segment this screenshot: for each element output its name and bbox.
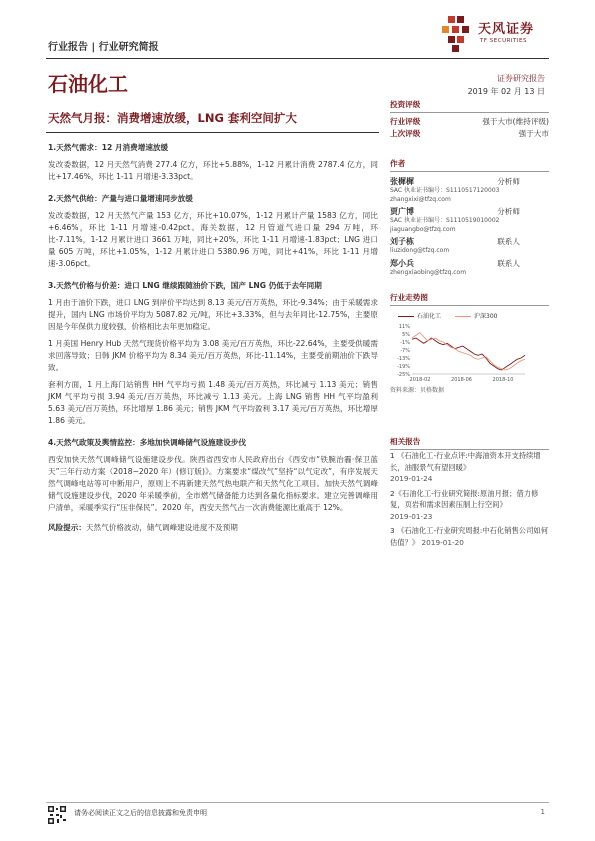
- footer-divider: [46, 802, 549, 803]
- y-tick-label: 5%: [402, 332, 410, 338]
- risk-note: [48, 522, 378, 534]
- author-cert: SAC 执业证书编号：S1110517120003: [390, 187, 500, 194]
- report-title: 天然气月报：消费增速放缓，LNG 套利空间扩大: [48, 111, 297, 125]
- x-tick-label: 2018-06: [451, 377, 472, 383]
- author-entry: [390, 236, 549, 256]
- related-report-date: 2019-01-24: [390, 474, 433, 483]
- y-tick-label: -13%: [397, 356, 410, 362]
- author-role: 联系人: [497, 258, 520, 268]
- chart-legend: [398, 311, 497, 320]
- header-divider: [46, 58, 549, 59]
- report-body: [48, 142, 378, 539]
- rating-label: 行业评级: [390, 117, 421, 126]
- y-tick-label: -1%: [400, 340, 410, 346]
- related-report-title[interactable]: 2《石油化工-行业研究简报:原油月报；借力修复，页岩和需求因素压制上行空间》: [390, 488, 539, 509]
- trend-chart: [390, 292, 549, 306]
- section-heading: 3.天然气价格与价差：进口 LNG 继续跟随油价下跌，国产 LNG 仍低于去年同期: [48, 281, 322, 290]
- series-line-csi300: [412, 333, 525, 370]
- related-reports-list: [390, 450, 550, 551]
- logo-mark-icon: [440, 14, 476, 54]
- related-report-title[interactable]: 1 《石油化工-行业点评:中海油资本开支持续增长，油服景气有望回暖》: [390, 451, 541, 472]
- risk-text: 天然气价格波动，储气调峰建设进度不及预期: [85, 523, 238, 532]
- company-logo: [440, 14, 555, 54]
- related-report-item[interactable]: [390, 450, 550, 485]
- legend-swatch: [398, 316, 414, 317]
- related-report-title[interactable]: 3 《石油化工-行业研究周报:中石化销售公司如何估值？》: [390, 526, 548, 547]
- author-entry: [390, 176, 549, 204]
- author-name: 郑小兵: [390, 258, 414, 268]
- legend-label: 沪深300: [474, 313, 498, 320]
- x-tick-label: 2018-02: [409, 377, 431, 383]
- y-tick-label: -25%: [397, 372, 410, 378]
- author-email[interactable]: zhangxixi@tfzq.com: [390, 195, 451, 203]
- rating-row: [390, 128, 549, 140]
- related-section: [390, 436, 549, 450]
- author-cert: SAC 执业证书编号：S1110519010002: [390, 217, 500, 224]
- report-date: 2019 年 02 月 13 日: [467, 87, 545, 96]
- risk-label: 风险提示：: [48, 523, 86, 532]
- logo-text-en: TF SECURITIES: [480, 38, 527, 44]
- related-heading: 相关报告: [390, 436, 549, 450]
- related-report-date: 2019-01-23: [390, 511, 433, 521]
- paragraph: 发改委数据，12 月天然气产量 153 亿方，环比+10.07%，1-12 月累计产量 1583 亿方，同比+6.46%，环比 1-11 月增速-0.42pct。海关数据，12 月管道气进口量 294 万吨，环比-7.11%，1-12 月累计进口 3661 万吨，同比+20%，环比 1-11 月增速-1.83pct；LNG 进口量 605 万吨，环比+1.05%，1-12 月累计进口 5380.96 万吨，同比+41%，环比 1-11 月增速-3.06pct。: [48, 211, 378, 268]
- y-tick-label: 11%: [398, 324, 410, 330]
- paragraph: 1 月由于油价下跌，进口 LNG 到岸价平均达到 8.13 美元/百万英热，环比-9.34%；由于采暖需求提升，国内 LNG 市场价平均为 5087.82 元/吨，环比+3.33%，但与去年同比-12.75%，主要原因是今年保供力度较强，价格相比去年更加稳定。: [48, 298, 378, 331]
- rating-row: [390, 116, 549, 128]
- related-report-item[interactable]: [390, 488, 550, 523]
- legend-label: 石油化工: [417, 313, 442, 320]
- paragraph: 套利方面，1 月上海门站销售 HH 气平均亏损 1.48 美元/百万英热，环比减亏 1.13 美元；销售 JKM 气平均亏损 3.94 美元/百万英热，环比减亏 1.13 美元。上海 LNG 销售 HH 气平均盈利 5.63 美元/百万英热，环比增厚 1.86 美元；销售 JKM 气平均盈利 3.17 美元/百万英热，环比增厚 1.86 美元。: [48, 380, 378, 425]
- author-name: 贾广博: [390, 207, 414, 216]
- trend-chart-plot: [390, 322, 549, 384]
- rating-label: 上次评级: [390, 129, 421, 138]
- author-role: 联系人: [497, 237, 520, 246]
- trend-heading: 行业走势图: [390, 292, 549, 306]
- legend-item: [398, 311, 441, 320]
- disclaimer-note: 请务必阅读正文之后的信息披露和免责申明: [74, 809, 207, 817]
- author-entry: [390, 258, 549, 278]
- title-divider: [46, 132, 379, 133]
- author-role: 分析师: [497, 177, 520, 186]
- series-line-petrochem: [412, 338, 525, 370]
- author-entry: [390, 206, 549, 234]
- breadcrumb: 行业报告 | 行业研究简报: [48, 42, 159, 53]
- sidebar: [390, 99, 549, 277]
- chart-source: 资料来源：贝格数据: [390, 387, 445, 394]
- related-report-date: 2019-01-20: [421, 537, 464, 547]
- author-role: 分析师: [497, 207, 520, 216]
- rating-value: 强于大市(维持评级): [482, 117, 549, 126]
- rating-value: 强于大市: [518, 129, 549, 138]
- author-email[interactable]: zhengxiaobing@tfzq.com: [390, 268, 467, 276]
- y-tick-label: -7%: [400, 348, 410, 354]
- section-heading: 1.天然气需求：12 月消费增速放缓: [48, 143, 169, 152]
- report-type: 证券研究报告: [497, 74, 545, 83]
- authors-heading: 作者: [390, 158, 549, 172]
- author-name: 刘子栋: [390, 237, 414, 246]
- paragraph: 发改委数据，12 月天然气消费 277.4 亿方，环比+5.88%，1-12 月累计消费 2787.4 亿方，同比+17.46%，环比 1-11 月增速-3.33pct。: [48, 160, 378, 181]
- paragraph: 西安加快天然气调峰储气设施建设步伐。陕西省西安市人民政府出台《西安市“铁腕治霾·保卫蓝天”三年行动方案（2018~2020 年）(修订版)》。方案要求“煤改气”坚持“以气定改”，有序发展天然气调峰电站等可中断用户，原则上不再新建天然气热电联产和天然气化工项目。加快天然气调峰储气设施建设步伐，2020 年采暖季前，全市燃气储备能力达到各量化指标要求。建立完善调峰用户清单，采暖季实行“压非保民”。2020 年，西安天然气占一次消费能源比重高于 12%。: [48, 455, 378, 512]
- y-tick-label: -19%: [397, 364, 410, 370]
- author-name: 张樨樨: [390, 177, 414, 186]
- legend-item: [455, 311, 497, 320]
- section-heading: 2.天然气供给：产量与进口量增速同步放缓: [48, 194, 193, 203]
- logo-text-zh: 天风证券: [478, 22, 535, 37]
- section-heading: 4.天然气政策及舆情监控：多地加快调峰储气设施建设步伐: [48, 438, 247, 447]
- author-email[interactable]: jiaguangbo@tfzq.com: [390, 225, 456, 233]
- page-number: 1: [540, 808, 545, 816]
- x-tick-label: 2018-10: [492, 377, 514, 383]
- sector-title: 石油化工: [48, 72, 128, 96]
- author-email[interactable]: liuzidong@tfzq.com: [390, 247, 450, 254]
- related-report-item[interactable]: [390, 525, 550, 548]
- rating-heading: 投资评级: [390, 99, 549, 113]
- paragraph: 1 月美国 Henry Hub 天然气现货价格平均为 3.08 美元/百万英热，环比-22.64%，主要受供暖需求回落导致；日韩 JKM 价格平均为 8.34 美元/百万英热，环比-11.14%，主要受前期油价下跌导致。: [48, 339, 378, 372]
- legend-swatch: [455, 316, 471, 317]
- qr-code-icon: [48, 806, 66, 824]
